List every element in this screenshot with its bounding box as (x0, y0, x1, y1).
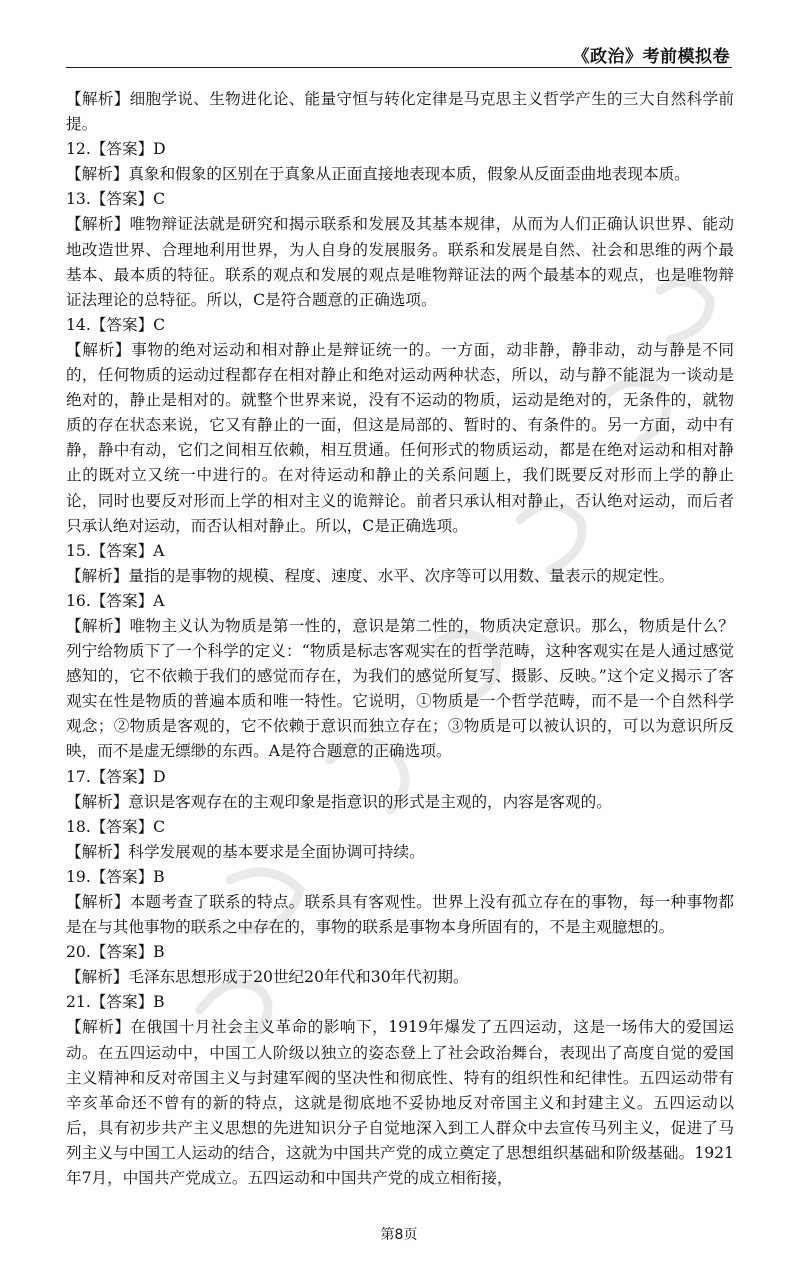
answer-line-20: 20.【答案】B (66, 943, 165, 962)
analysis-text: 【解析】毛泽东思想形成于20世纪20年代和30年代初期。 (66, 968, 469, 987)
analysis-text: 【解析】细胞学说、生物进化论、能量守恒与转化定律是马克思主义哲学产生的三大自然科学前提。 (66, 90, 734, 134)
analysis-text: 【解析】量指的是事物的规模、程度、速度、水平、次序等可以用数、量表示的规定性。 (66, 566, 675, 585)
answer-line-19: 19.【答案】B (66, 867, 165, 886)
answer-line-14: 14.【答案】C (66, 315, 166, 334)
answer-line-21: 21.【答案】B (66, 993, 165, 1012)
analysis-text: 【解析】唯物主义认为物质是第一性的，意识是第二性的，物质决定意识。那么，物质是什么？列宁给物质下了一个科学的定义：“物质是标志客观实在的哲学范畴，这种客观实在是人通过感觉感知的，它不依赖于我们的感觉而存在，为我们的感觉所复写、摄影、反映。”这个定义揭示了客观实在性是物质的普遍本质和唯一特性。它说明，①物质是一个哲学范畴，而不是一个自然科学观念；②物质是客观的，它不依赖于意识而独立存在；③物质是可以被认识的，可以为意识所反映，而不是虚无缥缈的东西。A是符合题意的正确选项。 (66, 616, 734, 761)
analysis-text: 【解析】事物的绝对运动和相对静止是辩证统一的。一方面，动非静，静非动，动与静是不同的，任何物质的运动过程都存在相对静止和绝对运动两种状态，所以，动与静不能混为一谈动是绝对的，静止是相对的。就整个世界来说，没有不运动的物质，运动是绝对的，无条件的，就物质的存在状态来说，它又有静止的一面，但这是局部的、暂时的、有条件的。另一方面，动中有静，静中有动，它们之间相互依赖，相互贯通。任何形式的物质运动，都是在绝对运动和相对静止的既对立又统一中进行的。在对待运动和静止的关系问题上，我们既要反对形而上学的静止论，同时也要反对形而上学的相对主义的诡辩论。前者只承认相对静止，否认绝对运动，而后者只承认绝对运动，而否认相对静止。所以，C是正确选项。 (66, 340, 734, 535)
header-divider (66, 67, 732, 68)
answer-content (66, 87, 734, 1191)
analysis-text: 【解析】唯物辩证法就是研究和揭示联系和发展及其基本规律，从而为人们正确认识世界、能动地改造世界、合理地利用世界，为人自身的发展服务。联系和发展是自然、社会和思维的两个最基本、最本质的特征。联系的观点和发展的观点是唯物辩证法的两个最基本的观点，也是唯物辩证法理论的总特征。所以，C是符合题意的正确选项。 (66, 215, 734, 309)
answer-line-12: 12.【答案】D (66, 140, 166, 159)
answer-line-15: 15.【答案】A (66, 541, 165, 560)
analysis-text: 【解析】本题考查了联系的特点。联系具有客观性。世界上没有孤立存在的事物，每一种事物都是在与其他事物的联系之中存在的，事物的联系是事物本身所固有的，不是主观臆想的。 (66, 893, 734, 937)
answer-line-13: 13.【答案】C (66, 190, 166, 209)
analysis-text: 【解析】意识是客观存在的主观印象是指意识的形式是主观的，内容是客观的。 (66, 792, 612, 811)
answer-line-18: 18.【答案】C (66, 817, 166, 836)
analysis-text: 【解析】在俄国十月社会主义革命的影响下，1919年爆发了五四运动，这是一场伟大的爱国运动。在五四运动中，中国工人阶级以独立的姿态登上了社会政治舞台，表现出了高度自觉的爱国主义精神和反对帝国主义与封建军阀的坚决性和彻底性、特有的组织性和纪律性。五四运动带有辛亥革命还不曾有的新的特点，这就是彻底地不妥协地反对帝国主义和封建主义。五四运动以后，具有初步共产主义思想的先进知识分子自觉地深入到工人群众中去宣传马列主义，促进了马列主义与中国工人运动的结合，这就为中国共产党的成立奠定了思想组织基础和阶级基础。1921年7月，中国共产党成立。五四运动和中国共产党的成立相衔接， (66, 1018, 734, 1188)
answer-line-16: 16.【答案】A (66, 591, 165, 610)
answer-line-17: 17.【答案】D (66, 767, 166, 786)
analysis-text: 【解析】真象和假象的区别在于真象从正面直接地表现本质，假象从反面歪曲地表现本质。 (66, 165, 690, 184)
page-header-title: 《政治》考前模拟卷 (572, 47, 730, 67)
analysis-text: 【解析】科学发展观的基本要求是全面协调可持续。 (66, 842, 425, 861)
page-number: 第8页 (380, 1227, 418, 1243)
